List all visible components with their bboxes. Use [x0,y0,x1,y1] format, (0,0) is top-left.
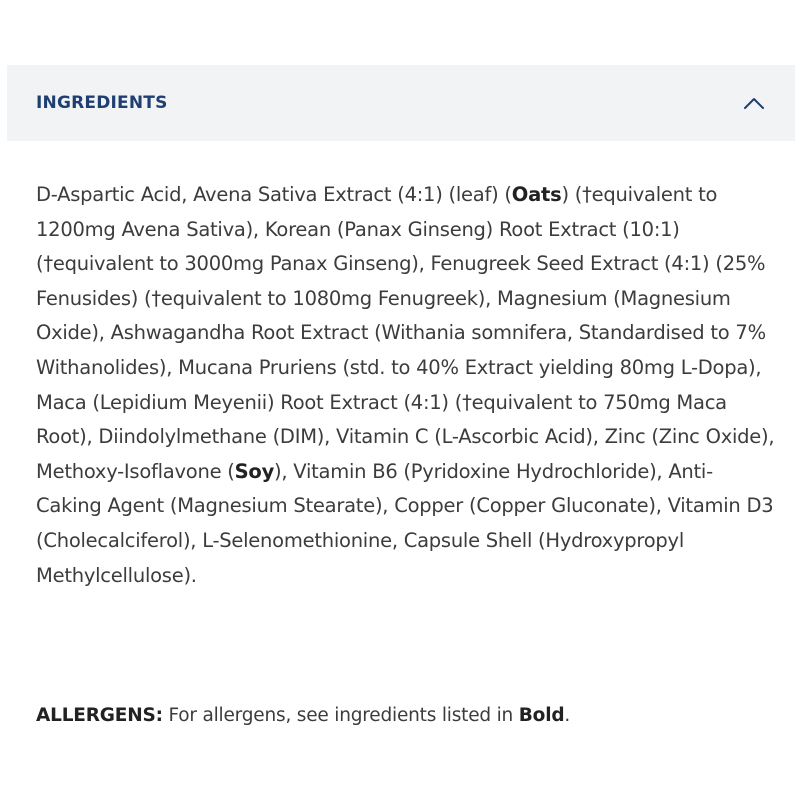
ingredients-accordion-header[interactable] [7,65,795,141]
allergens-note [36,701,776,731]
ingredients-text-part-1: D-Aspartic Acid, Avena Sativa Extract (4:1) (leaf) ( [36,183,512,206]
accordion-title: INGREDIENTS [36,93,168,113]
allergens-text: For allergens, see ingredients listed in [162,705,519,726]
ingredients-text-part-3: ), Vitamin B6 (Pyridoxine Hydrochloride), Anti-Caking Agent (Magnesium Stearate), Copper (Copper Gluconate), Vitamin D3 (Cholecalciferol), L-Selenomethionine, Capsule Shell (Hydroxypropyl Methylcellulose). [36,459,774,587]
chevron-up-icon[interactable] [743,96,765,110]
allergens-label: ALLERGENS: [36,705,163,726]
allergens-bold-word: Bold [518,705,565,726]
ingredients-text [36,178,776,593]
allergen-soy: Soy [234,459,275,483]
allergens-end: . [564,705,571,726]
ingredients-text-part-2: ) (†equivalent to 1200mg Avena Sativa), Korean (Panax Ginseng) Root Extract (10:1) (†equivalent to 3000mg Panax Ginseng), Fenugreek Seed Extract (4:1) (25% Fenusides) (†equivalent to 1080mg Fenugreek), Magnesium (Magnesium Oxide), Ashwagandha Root Extract (Withania somnifera, Standardised to 7% Withanolides), Mucana Pruriens (std. to 40% Extract yielding 80mg L-Dopa), Maca (Lepidium Meyenii) Root Extract (4:1) (†equivalent to 750mg Maca Root), Diindolylmethane (DIM), Vitamin C (L-Ascorbic Acid), Zinc (Zinc Oxide), Methoxy-Isoflavone ( [36,183,775,483]
allergen-oats: Oats [511,183,562,206]
